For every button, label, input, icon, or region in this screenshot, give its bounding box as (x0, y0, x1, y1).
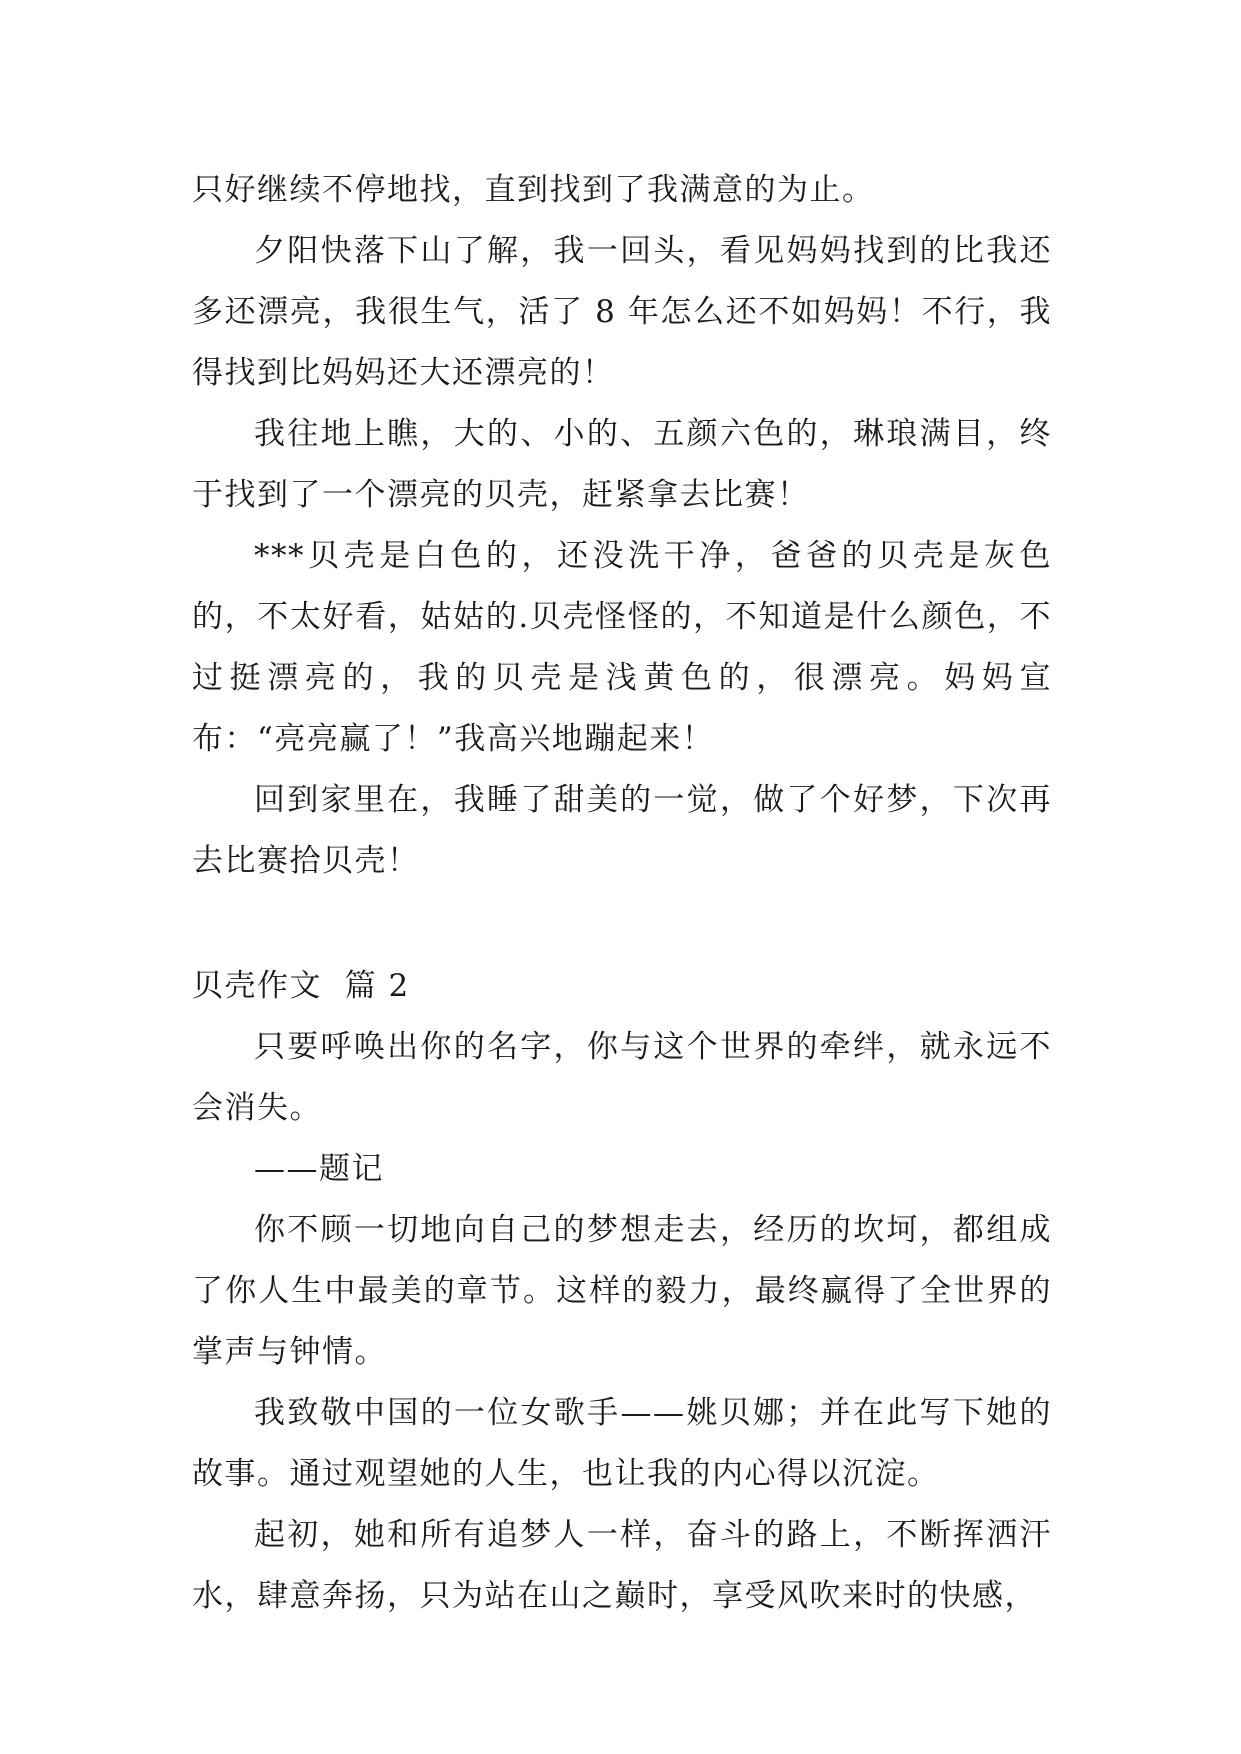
paragraph: 我致敬中国的一位女歌手——姚贝娜；并在此写下她的故事。通过观望她的人生，也让我的内心得以沉淀。 (192, 1395, 1052, 1492)
section-heading: 贝壳作文 篇 2 (192, 968, 410, 1004)
document-body (192, 160, 1052, 1627)
paragraph: 只要呼唤出你的名字，你与这个世界的牵绊，就永远不会消失。 (192, 1029, 1052, 1126)
paragraph: 只好继续不停地找，直到找到了我满意的为止。 (192, 172, 875, 208)
paragraph: ***贝壳是白色的，还没洗干净，爸爸的贝壳是灰色的，不太好看，姑姑的.贝壳怪怪的，不知道是什么颜色，不过挺漂亮的，我的贝壳是浅黄色的，很漂亮。妈妈宣布：“亮亮赢了！”我高兴地蹦起来！ (192, 538, 1052, 757)
paragraph: 夕阳快落下山了解，我一回头，看见妈妈找到的比我还多还漂亮，我很生气，活了 8 年怎么还不如妈妈！不行，我得找到比妈妈还大还漂亮的！ (192, 233, 1052, 391)
paragraph: 起初，她和所有追梦人一样，奋斗的路上，不断挥洒汗水，肆意奔扬，只为站在山之巅时，享受风吹来时的快感， (192, 1517, 1052, 1614)
epigraph-attribution: ——题记 (254, 1151, 384, 1187)
paragraph: 我往地上瞧，大的、小的、五颜六色的，琳琅满目，终于找到了一个漂亮的贝壳，赶紧拿去比赛！ (192, 416, 1052, 513)
paragraph: 你不顾一切地向自己的梦想走去，经历的坎坷，都组成了你人生中最美的章节。这样的毅力，最终赢得了全世界的掌声与钟情。 (192, 1212, 1052, 1370)
paragraph: 回到家里在，我睡了甜美的一觉，做了个好梦，下次再去比赛拾贝壳！ (192, 782, 1052, 879)
